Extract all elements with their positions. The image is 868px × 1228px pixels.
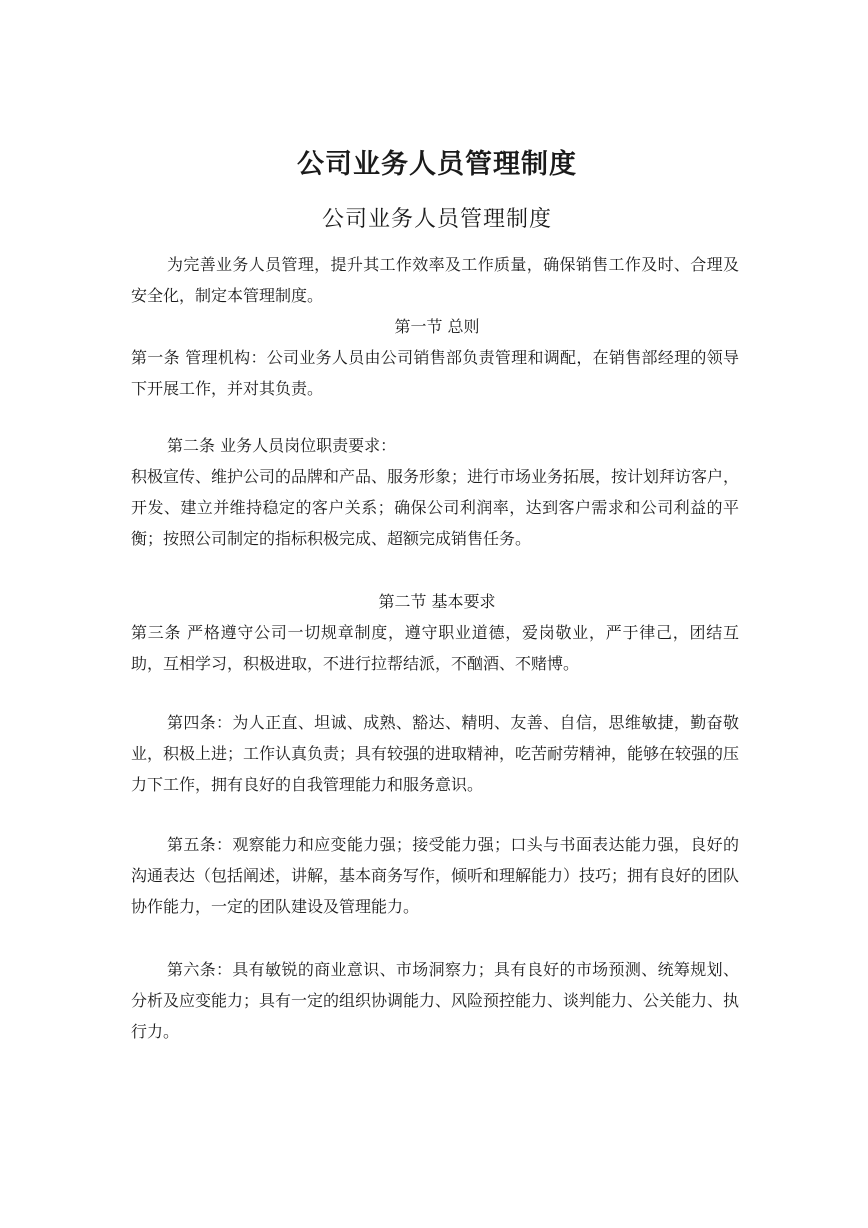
section-heading-1: 第一节 总则: [394, 317, 480, 336]
article-4: 第四条：为人正直、坦诚、成熟、豁达、精明、友善、自信，思维敏捷，勤奋敬业，积极上进；工作认真负责；具有较强的进取精神，吃苦耐劳精神，能够在较强的压力下工作，拥有良好的自我管理能力和服务意识。: [131, 713, 740, 794]
article-5: 第五条：观察能力和应变能力强；接受能力强；口头与书面表达能力强，良好的沟通表达（包括阐述，讲解，基本商务写作，倾听和理解能力）技巧；拥有良好的团队协作能力，一定的团队建设及管理能力。: [131, 835, 740, 916]
article-2-title: 第二条 业务人员岗位职责要求：: [167, 436, 397, 455]
intro-paragraph: 为完善业务人员管理，提升其工作效率及工作质量，确保销售工作及时、合理及安全化，制定本管理制度。: [131, 255, 739, 305]
article-2-body: 积极宣传、维护公司的品牌和产品、服务形象；进行市场业务拓展，按计划拜访客户，开发、建立并维持稳定的客户关系；确保公司利润率，达到客户需求和公司利益的平衡；按照公司制定的指标积极完成、超额完成销售任务。: [131, 467, 740, 548]
document-title: 公司业务人员管理制度: [297, 149, 577, 180]
document-subtitle: 公司业务人员管理制度: [321, 207, 552, 232]
article-6: 第六条：具有敏锐的商业意识、市场洞察力；具有良好的市场预测、统筹规划、分析及应变能力；具有一定的组织协调能力、风险预控能力、谈判能力、公关能力、执行力。: [131, 960, 740, 1041]
article-1: 第一条 管理机构：公司业务人员由公司销售部负责管理和调配，在销售部经理的领导下开展工作，并对其负责。: [131, 348, 739, 398]
section-heading-2: 第二节 基本要求: [378, 592, 496, 611]
article-3: 第三条 严格遵守公司一切规章制度，遵守职业道德，爱岗敬业，严于律己，团结互助，互相学习，积极进取，不进行拉帮结派，不酗酒、不赌博。: [131, 623, 739, 673]
